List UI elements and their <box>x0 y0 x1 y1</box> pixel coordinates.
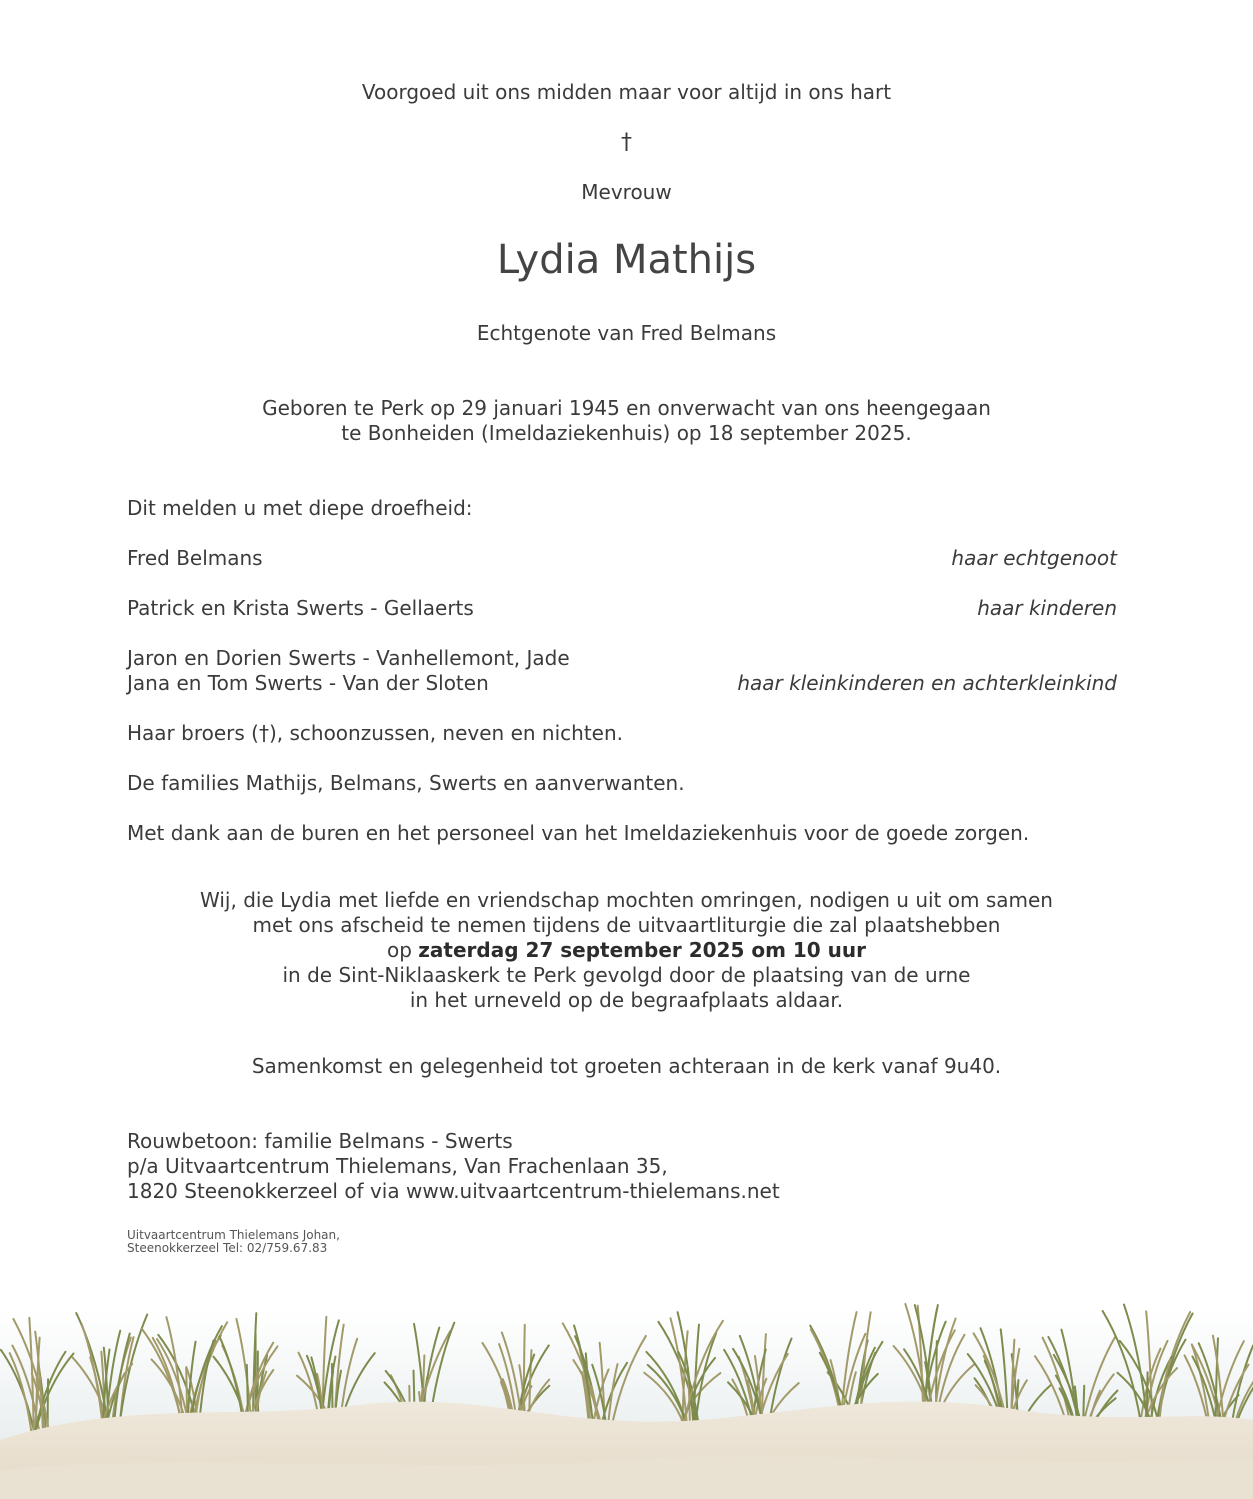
footer-line-1: Uitvaartcentrum Thielemans Johan, <box>127 1228 340 1242</box>
family-names: Jana en Tom Swerts - Van der Sloten <box>127 671 489 695</box>
spouse-line: Echtgenote van Fred Belmans <box>476 321 777 345</box>
thanks-line: Met dank aan de buren en het personeel van het Imeldaziekenhuis voor de goede zorgen. <box>127 821 1030 845</box>
family-names: Fred Belmans <box>127 546 263 570</box>
footer-line-2: Steenokkerzeel Tel: 02/759.67.83 <box>127 1241 328 1255</box>
service-line-2: met ons afscheid te nemen tijdens de uitvaartliturgie die zal plaatshebben <box>252 913 1001 937</box>
service-line-3 <box>0 938 1253 963</box>
service-date-prefix: op <box>386 938 412 962</box>
relatives-line: Haar broers (†), schoonzussen, neven en nichten. <box>127 721 623 745</box>
family-row <box>127 596 1117 621</box>
service-date: zaterdag 27 september 2025 om 10 uur <box>418 938 867 962</box>
family-row <box>127 546 1117 571</box>
family-relation: haar echtgenoot <box>951 546 1117 570</box>
deceased-name: Lydia Mathijs <box>496 237 757 283</box>
service-line-5: in het urneveld op de begraafplaats aldaar. <box>409 988 844 1012</box>
service-line-4: in de Sint-Niklaaskerk te Perk gevolgd door de plaatsing van de urne <box>282 963 971 987</box>
condolence-line-2: p/a Uitvaartcentrum Thielemans, Van Frachenlaan 35, <box>127 1154 668 1178</box>
family-row <box>127 646 1117 696</box>
family-relation: haar kleinkinderen en achterkleinkind <box>737 671 1117 695</box>
announcement-intro: Dit melden u met diepe droefheid: <box>127 496 473 520</box>
families-line: De families Mathijs, Belmans, Swerts en aanverwanten. <box>127 771 685 795</box>
dune-grass-illustration <box>0 1270 1253 1499</box>
funeral-service-invitation <box>0 888 1253 1013</box>
birth-death-statement <box>0 396 1253 446</box>
gathering-line: Samenkomst en gelegenheid tot groeten achteraan in de kerk vanaf 9u40. <box>251 1054 1002 1078</box>
birth-line-2: te Bonheiden (Imeldaziekenhuis) op 18 september 2025. <box>341 421 912 445</box>
birth-line-1: Geboren te Perk op 29 januari 1945 en onverwacht van ons heengegaan <box>262 396 991 420</box>
condolence-line-3: 1820 Steenokkerzeel of via www.uitvaartcentrum-thielemans.net <box>127 1179 780 1203</box>
sand-foreground <box>0 1456 1253 1499</box>
motto-line: Voorgoed uit ons midden maar voor altijd in ons hart <box>361 80 892 104</box>
cross-symbol: † <box>621 130 632 155</box>
funeral-home-footer <box>127 1229 340 1255</box>
service-line-1: Wij, die Lydia met liefde en vriendschap mochten omringen, nodigen u uit om samen <box>200 888 1053 912</box>
family-names: Jaron en Dorien Swerts - Vanhellemont, Jade <box>127 646 570 670</box>
condolence-line-1: Rouwbetoon: familie Belmans - Swerts <box>127 1129 513 1153</box>
condolence-address <box>127 1129 780 1204</box>
honorific: Mevrouw <box>581 180 672 204</box>
family-names: Patrick en Krista Swerts - Gellaerts <box>127 596 474 620</box>
family-relation: haar kinderen <box>977 596 1117 620</box>
